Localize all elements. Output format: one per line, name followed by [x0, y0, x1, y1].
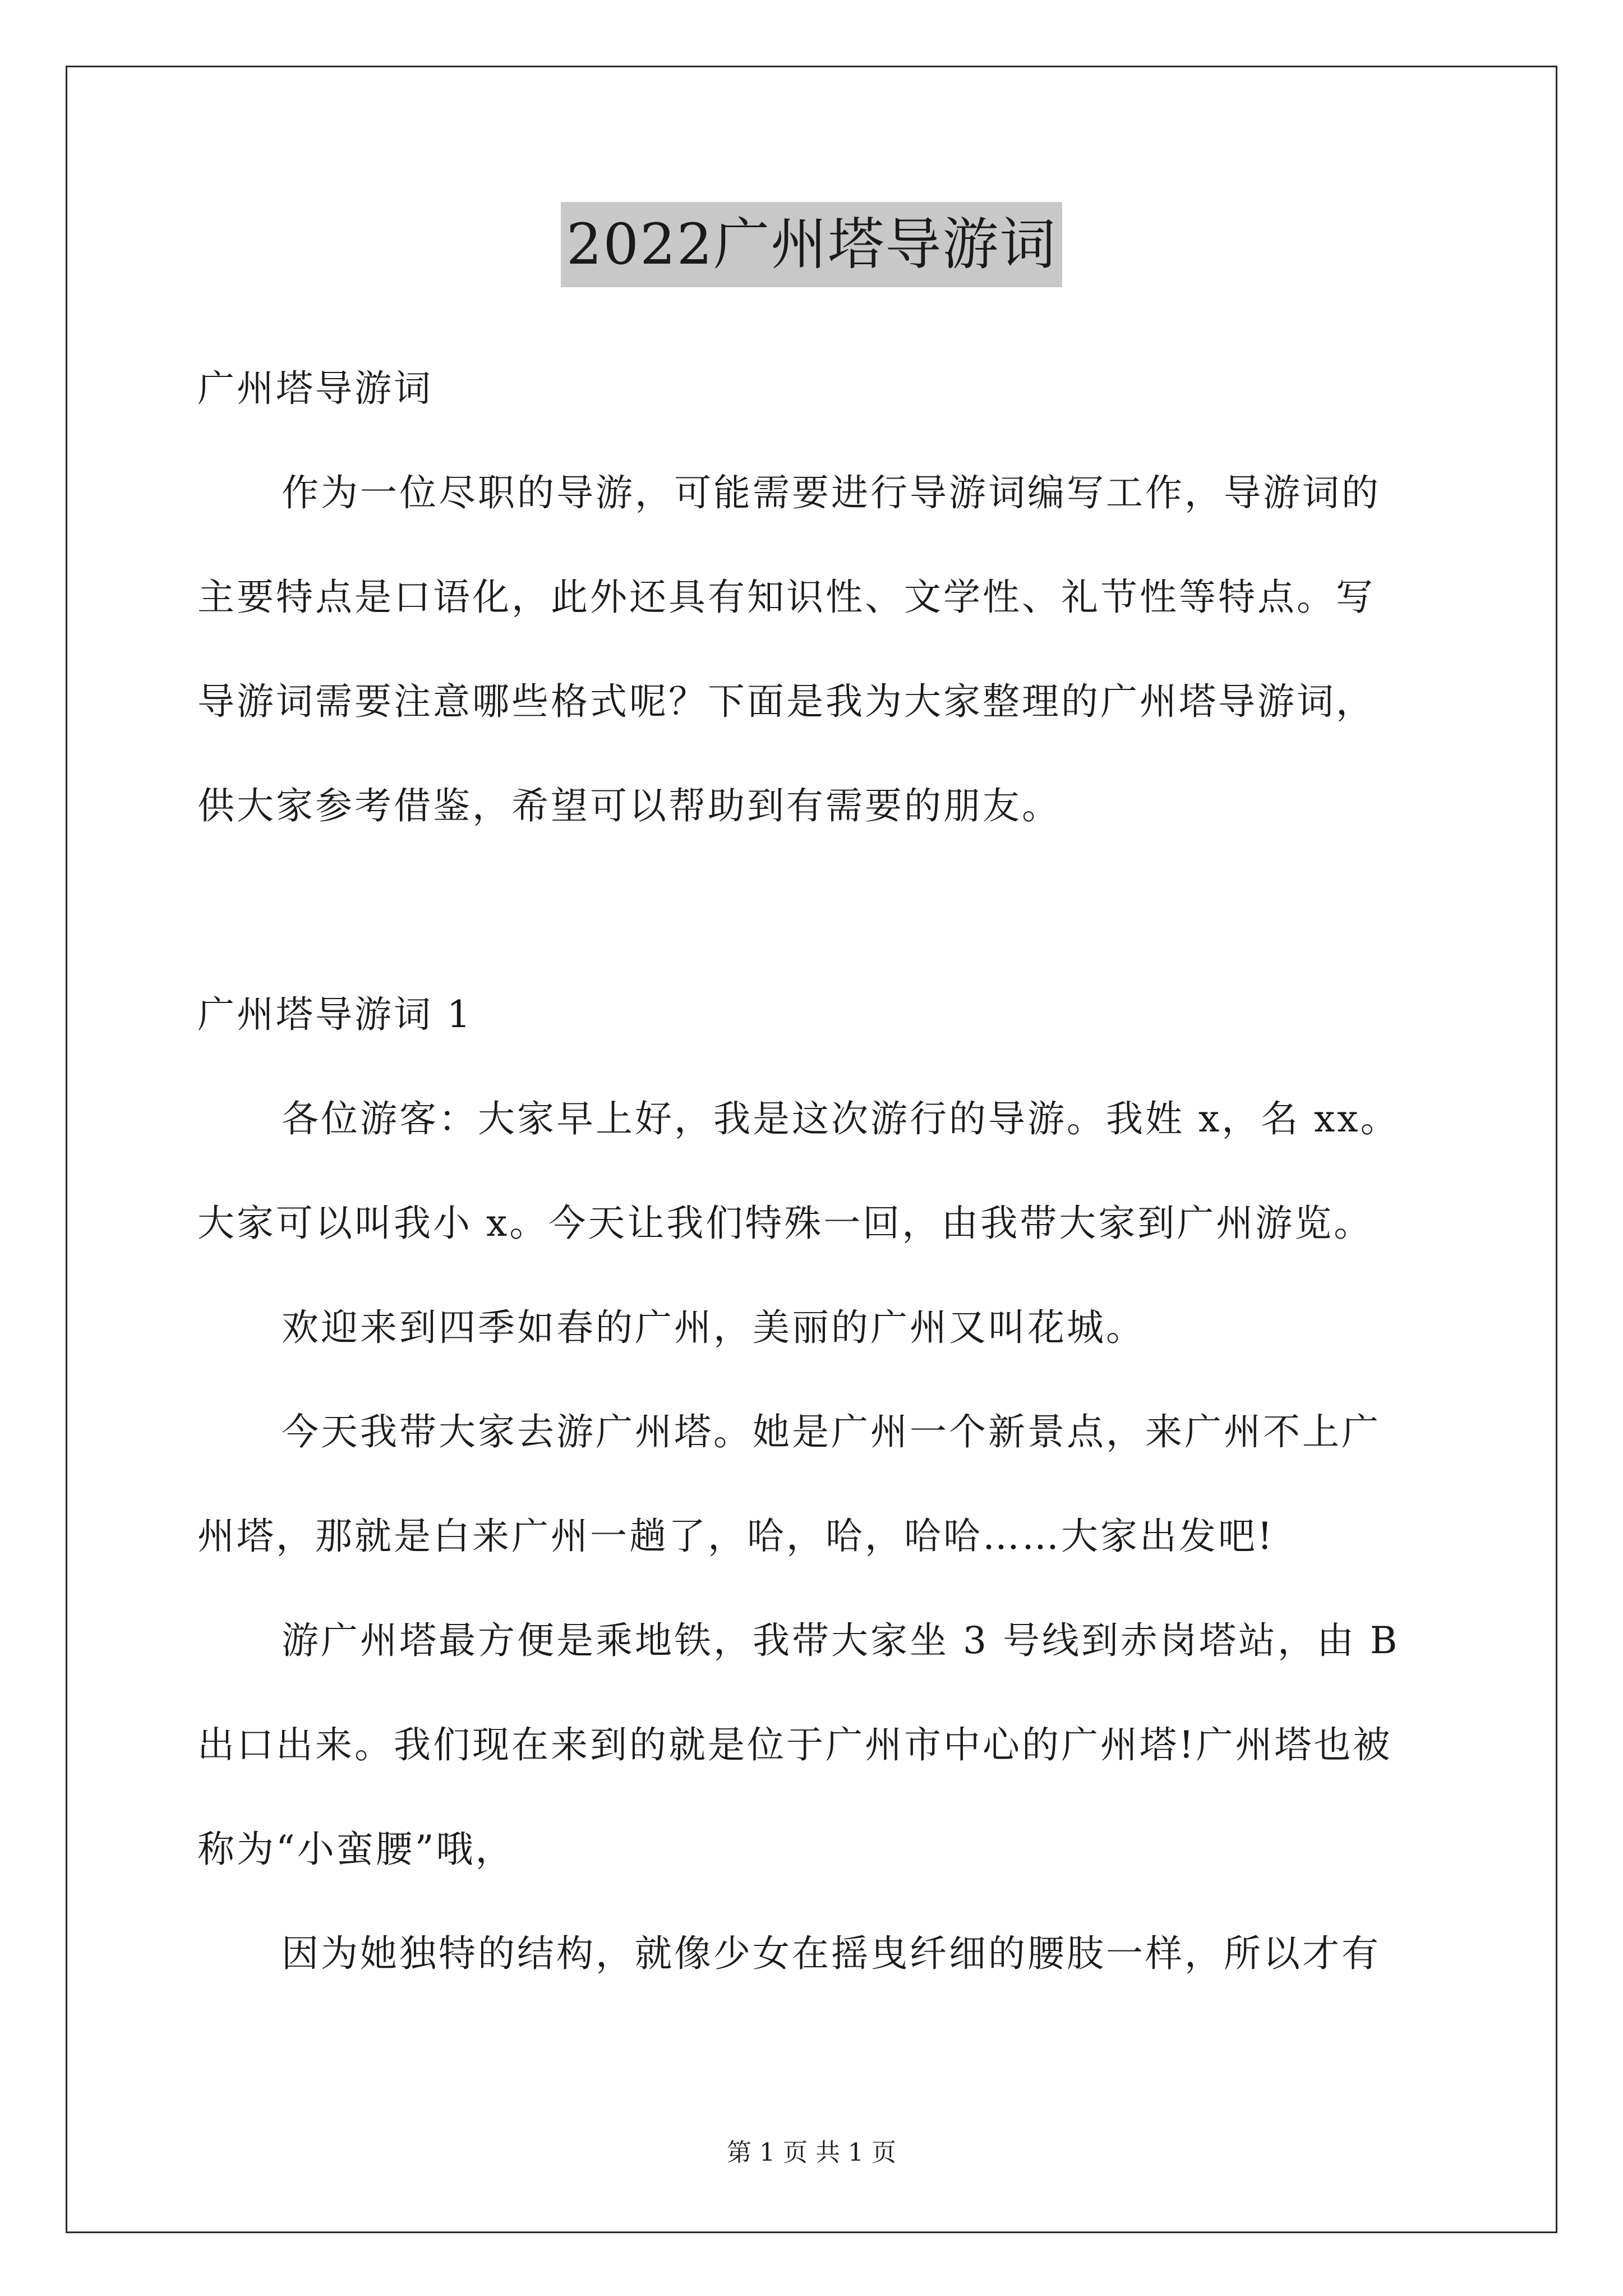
intro-paragraph-line: 供大家参考借鉴，希望可以帮助到有需要的朋友。	[197, 784, 1061, 827]
body-paragraph-line: 出口出来。我们现在来到的就是位于广州市中心的广州塔!广州塔也被	[197, 1723, 1393, 1766]
body-paragraph-line: 称为“小蛮腰”哦，	[197, 1828, 515, 1871]
document-body	[197, 337, 1431, 2006]
paragraph-gap	[197, 858, 1431, 963]
intro-paragraph-line: 作为一位尽职的导游，可能需要进行导游词编写工作，导游词的	[282, 471, 1381, 514]
page-footer: 第 1 页 共 1 页	[727, 2138, 896, 2167]
body-paragraph-line: 各位游客：大家早上好，我是这次游行的导游。我姓 x，名 xx。	[282, 1097, 1400, 1140]
body-paragraph-line: 因为她独特的结构，就像少女在摇曳纤细的腰肢一样，所以才有	[282, 1932, 1381, 1975]
title-wrap	[0, 202, 1623, 287]
section-heading: 广州塔导游词 1	[197, 993, 473, 1036]
body-paragraph-line: 州塔，那就是白来广州一趟了，哈，哈，哈哈……大家出发吧!	[197, 1515, 1275, 1558]
document-subtitle: 广州塔导游词	[197, 367, 433, 410]
body-paragraph-line: 大家可以叫我小 x。今天让我们特殊一回，由我带大家到广州游览。	[197, 1202, 1373, 1245]
body-paragraph-line: 欢迎来到四季如春的广州，美丽的广州又叫花城。	[282, 1306, 1145, 1349]
body-paragraph-line: 今天我带大家去游广州塔。她是广州一个新景点，来广州不上广	[282, 1410, 1381, 1453]
intro-paragraph-line: 导游词需要注意哪些格式呢？下面是我为大家整理的广州塔导游词，	[197, 680, 1375, 723]
document-title: 2022广州塔导游词	[561, 202, 1063, 287]
body-paragraph-line: 游广州塔最方便是乘地铁，我带大家坐 3 号线到赤岗塔站，由 B	[282, 1619, 1400, 1662]
intro-paragraph-line: 主要特点是口语化，此外还具有知识性、文学性、礼节性等特点。写	[197, 576, 1375, 619]
